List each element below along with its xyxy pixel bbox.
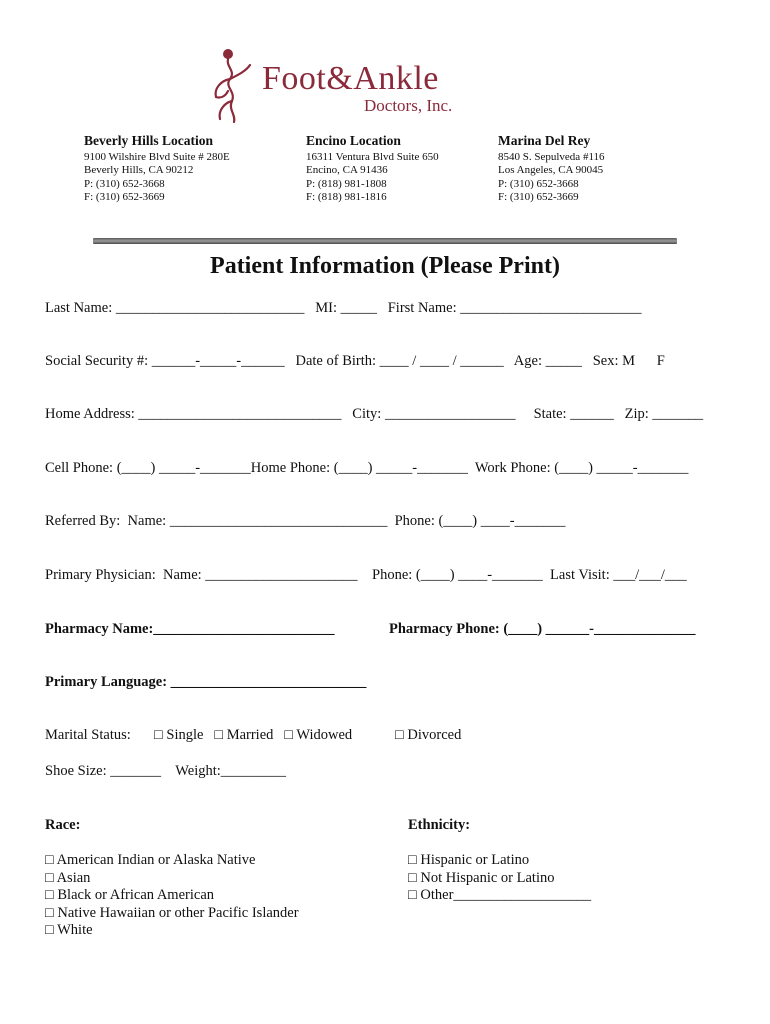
ethnicity-options	[408, 852, 591, 905]
race-label: Race:	[45, 817, 81, 833]
phone-line: P: (310) 652-3668	[498, 177, 579, 190]
header-divider	[93, 238, 677, 244]
ethnicity-option-checkbox[interactable]: □ Not Hispanic or Latino	[408, 869, 555, 886]
logo-title: Foot&Ankle	[262, 60, 439, 97]
location-address-beverly-hills	[84, 151, 230, 205]
address-line: Los Angeles, CA 90045	[498, 164, 604, 177]
location-address-encino	[306, 151, 439, 205]
race-option-checkbox[interactable]: □ Black or African American	[45, 887, 215, 904]
marital-status-options[interactable]: □ Single □ Married □ Widowed	[154, 727, 353, 743]
fax-line: F: (310) 652-3669	[84, 191, 165, 204]
race-option-checkbox[interactable]: □ American Indian or Alaska Native	[45, 852, 256, 868]
location-name-beverly-hills: Beverly Hills Location	[84, 133, 213, 148]
logo-figure-icon	[206, 45, 258, 125]
fax-line: F: (818) 981-1816	[306, 191, 387, 204]
phone-line: P: (310) 652-3668	[84, 177, 165, 190]
fax-line: F: (310) 652-3669	[498, 191, 579, 204]
location-name-marina-del-rey: Marina Del Rey	[498, 133, 591, 148]
ethnicity-option-checkbox[interactable]: □ Other___________________	[408, 887, 592, 904]
race-options	[45, 852, 299, 940]
location-address-marina-del-rey	[498, 151, 605, 205]
address-line: Beverly Hills, CA 90212	[84, 164, 194, 177]
address-row[interactable]: Home Address: ____________________________ City: __________________ State: ______ Zip: _______	[45, 406, 704, 422]
ethnicity-label: Ethnicity:	[408, 817, 471, 833]
marital-status-label: Marital Status:	[45, 727, 131, 743]
pharmacy-name-field[interactable]: Pharmacy Name:_________________________	[45, 621, 335, 637]
race-option-checkbox[interactable]: □ White	[45, 922, 93, 939]
name-row[interactable]: Last Name: __________________________ MI: _____ First Name: _________________________	[45, 300, 642, 316]
shoe-weight-row[interactable]: Shoe Size: _______ Weight:_________	[45, 763, 287, 779]
ssn-dob-row[interactable]: Social Security #: ______-_____-______ Date of Birth: ____ / ____ / ______ Age: _____ Sex: M F	[45, 353, 665, 369]
race-option-checkbox[interactable]: □ Native Hawaiian or other Pacific Islander	[45, 904, 299, 921]
address-line: 9100 Wilshire Blvd Suite # 280E	[84, 151, 230, 163]
address-line: 8540 S. Sepulveda #116	[498, 151, 605, 163]
referred-by-row[interactable]: Referred By: Name: ______________________________ Phone: (____) ____-_______	[45, 513, 566, 529]
primary-physician-row[interactable]: Primary Physician: Name: _____________________ Phone: (____) ____-_______ Last Visit: ___/___/___	[45, 567, 687, 583]
logo-subtitle: Doctors, Inc.	[364, 96, 453, 115]
phone-line: P: (818) 981-1808	[306, 177, 387, 190]
address-line: 16311 Ventura Blvd Suite 650	[306, 151, 439, 163]
location-name-encino: Encino Location	[306, 133, 401, 148]
race-option-checkbox[interactable]: □ Asian	[45, 869, 91, 886]
address-line: Encino, CA 91436	[306, 164, 388, 177]
phones-row[interactable]: Cell Phone: (____) _____-_______Home Phone: (____) _____-_______ Work Phone: (____) _____-_______	[45, 460, 689, 476]
primary-language-field[interactable]: Primary Language: ___________________________	[45, 674, 367, 690]
marital-status-divorced-checkbox[interactable]: □ Divorced	[395, 727, 462, 743]
ethnicity-option-checkbox[interactable]: □ Hispanic or Latino	[408, 852, 530, 868]
form-title: Patient Information (Please Print)	[210, 253, 560, 279]
pharmacy-phone-field[interactable]: Pharmacy Phone: (____) ______-______________	[389, 621, 696, 637]
